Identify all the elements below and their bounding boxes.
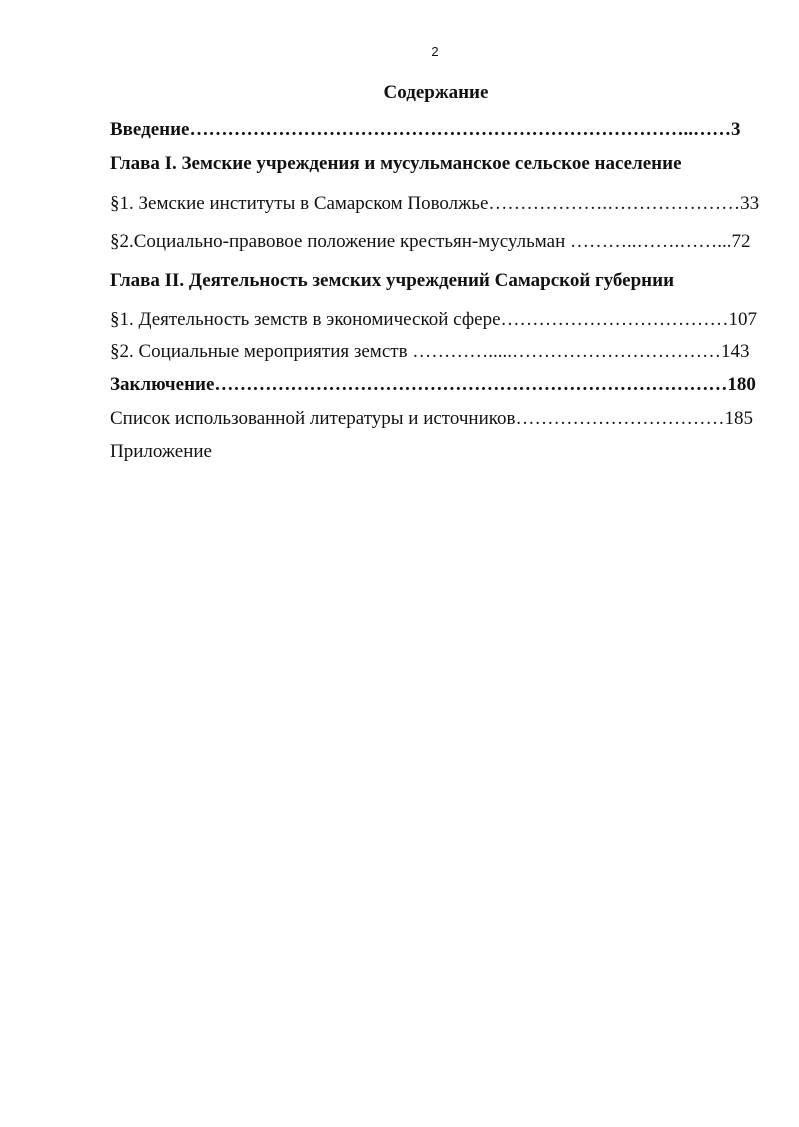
toc-entry-chapter-1-section-1: §1. Земские институты в Самарском Поволжье……………….…………………33 xyxy=(110,193,760,214)
toc-entry-chapter-1-section-2: §2.Социально-правовое положение крестьян-мусульман ………..…….……...72 xyxy=(110,231,751,252)
toc-entry-chapter-2-section-2: §2. Социальные мероприятия земств ………….....……………………………143 xyxy=(110,341,750,362)
page-number: 2 xyxy=(431,44,439,59)
toc-entry-introduction: Введение……………………………………………………………………..……3 xyxy=(110,119,741,140)
toc-entry-chapter-2-section-1: §1. Деятельность земств в экономической сфере………………………………107 xyxy=(110,309,758,330)
toc-chapter-1-heading: Глава I. Земские учреждения и мусульманское сельское население xyxy=(110,153,682,174)
toc-entry-conclusion: Заключение………………………………………………………………………180 xyxy=(110,374,756,395)
toc-chapter-2-heading: Глава II. Деятельность земских учреждений Самарской губернии xyxy=(110,270,675,291)
toc-entry-bibliography: Список использованной литературы и источников……………………………185 xyxy=(110,408,753,429)
toc-entry-appendix: Приложение xyxy=(110,441,212,462)
page-title: Содержание xyxy=(383,82,489,103)
